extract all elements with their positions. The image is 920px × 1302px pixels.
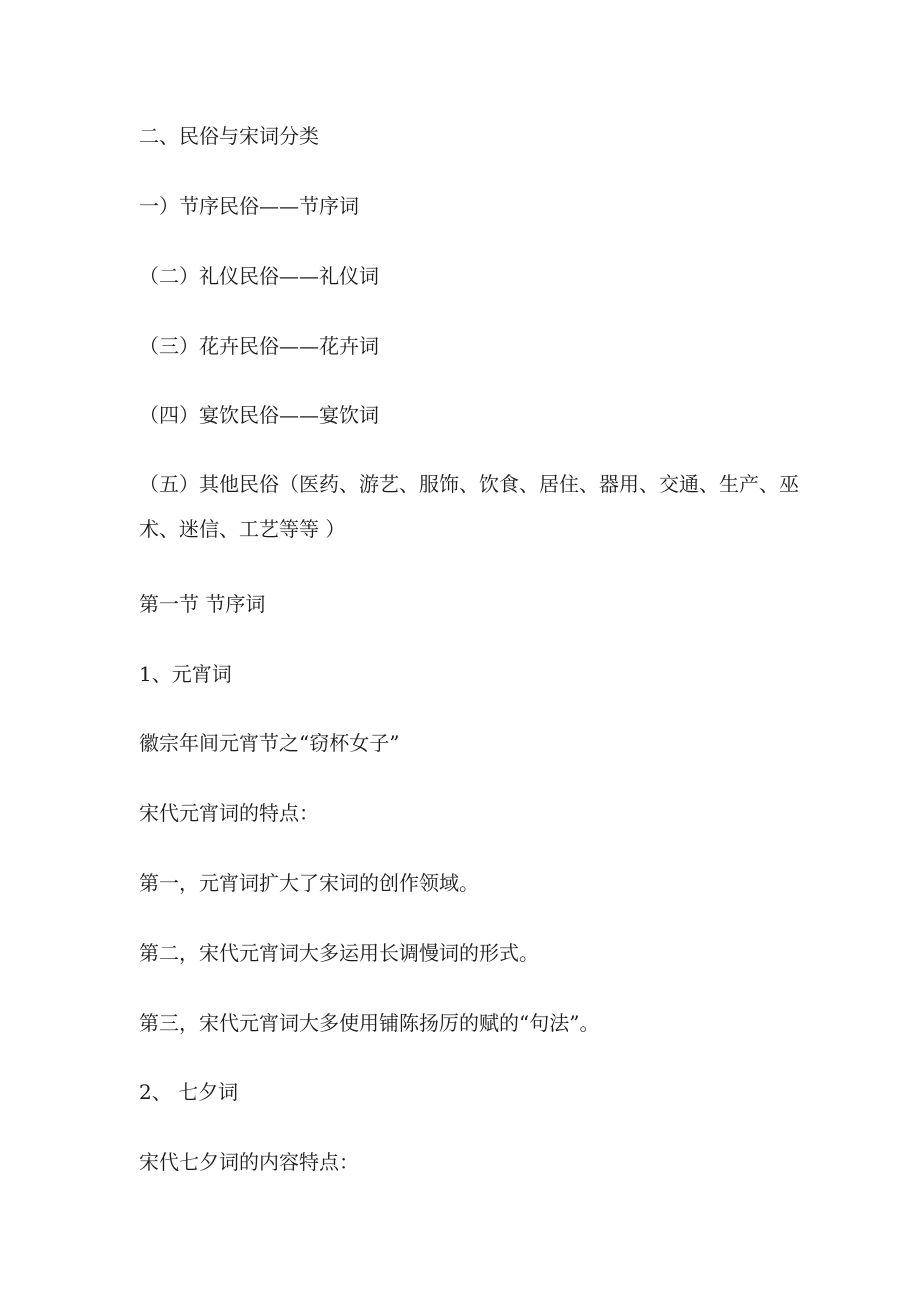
category-item-3: （三）花卉民俗——花卉词 — [139, 334, 379, 358]
section-heading: 二、民俗与宋词分类 — [139, 124, 319, 148]
paragraph: 徽宗年间元宵节之“窃杯女子” — [139, 731, 400, 755]
category-item-1: 一）节序民俗——节序词 — [139, 194, 359, 218]
subsection-heading-2: 2、 七夕词 — [139, 1080, 239, 1104]
chapter-heading: 第一节 节序词 — [139, 592, 266, 616]
category-item-4: （四）宴饮民俗——宴饮词 — [139, 403, 379, 427]
paragraph: 第三，宋代元宵词大多使用铺陈扬厉的赋的“句法”。 — [139, 1011, 600, 1035]
subsection-heading-1: 1、元宵词 — [139, 662, 232, 686]
paragraph: 第二，宋代元宵词大多运用长调慢词的形式。 — [139, 941, 539, 965]
category-item-5: （五）其他民俗（医药、游艺、服饰、饮食、居住、器用、交通、生产、巫术、迷信、工艺等等 ） — [139, 472, 799, 541]
category-item-2: （二）礼仪民俗——礼仪词 — [139, 264, 379, 288]
paragraph: 宋代七夕词的内容特点： — [139, 1150, 359, 1174]
paragraph: 宋代元宵词的特点： — [139, 801, 319, 825]
paragraph: 第一，元宵词扩大了宋词的创作领域。 — [139, 871, 479, 895]
